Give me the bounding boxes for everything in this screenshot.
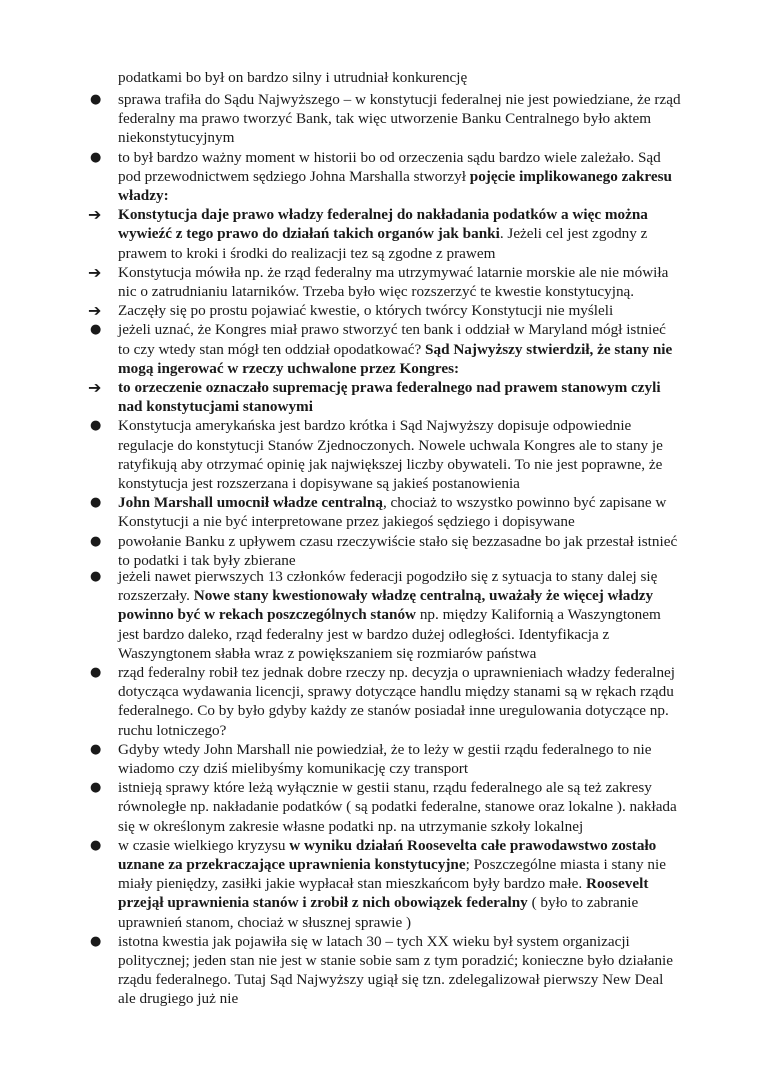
text-line: [118, 778, 688, 797]
arrow-list-item: [88, 263, 688, 301]
text-line: [118, 378, 688, 397]
bullet-list-item: [88, 778, 688, 836]
bold-text: Nowe stany kwestionowały władzę centralną, uważały że więcej władzy: [193, 587, 654, 605]
text-line: [118, 989, 688, 1008]
text-run: Konstytucji a nie być interpretowane przez jakiegoś sędziego i dopisywane: [118, 513, 575, 531]
text-run: istnieją sprawy które leżą wyłącznie w gestii stanu, rządu federalnego ale są też zakresy: [118, 779, 652, 797]
text-run: np. między Kalifornią a Waszyngtonem: [416, 606, 661, 624]
text-line: [118, 797, 688, 816]
text-run: ratyfikują aby otrzymać opinię jak największej liczby obywateli. To nie jest poprawne, że: [118, 455, 663, 473]
bullet-icon: ●: [90, 533, 102, 549]
bullet-icon: ●: [90, 322, 102, 338]
text-run: ( było to zabranie: [527, 894, 639, 912]
bullet-icon: ●: [90, 92, 102, 107]
bold-text: władzy:: [118, 187, 169, 205]
text-run: Gdyby wtedy John Marshall nie powiedział, że to leży w gestii rządu federalnego to nie: [118, 740, 652, 758]
bold-text: uznane za przekraczające uprawnienia konstytucyjne: [118, 856, 466, 874]
bullet-list-item: [88, 416, 688, 493]
text-line: [118, 205, 688, 224]
text-run: , chociaż to wszystko powinno być zapisane w: [382, 494, 667, 512]
bullet-list-item: [88, 532, 688, 570]
bold-text: Sąd Najwyższy stwierdził, że stany nie: [425, 340, 673, 358]
text-line: [118, 359, 688, 378]
text-run: istotna kwestia jak pojawiła się w latach 30 – tych XX wieku był system organizacji: [118, 932, 630, 950]
bold-text: pojęcie implikowanego zakresu: [469, 167, 672, 185]
text-line: [118, 282, 688, 301]
text-line: [118, 436, 688, 455]
text-line: [118, 263, 688, 282]
bullet-list-item: [88, 663, 688, 740]
text-run: w czasie wielkiego kryzysu: [118, 836, 290, 854]
text-line: [118, 397, 688, 416]
text-run: się w określonym zakresie własne podatki np. na utrzymanie szkoły lokalnej: [118, 817, 584, 835]
bullet-icon: ●: [90, 837, 102, 853]
bullet-list-item: [88, 567, 688, 663]
arrow-list-item: [88, 378, 688, 416]
text-run: konstytucja jest rozszerzana i dopisywane są jakieś postanowienia: [118, 475, 520, 493]
text-line: [118, 663, 688, 682]
bullet-list-item: [88, 836, 688, 932]
text-line: [118, 605, 688, 624]
text-run: to podatki i tak były zbierane: [118, 551, 296, 569]
text-line: [118, 874, 688, 893]
arrow-list-item: [88, 205, 688, 263]
text-line: [118, 836, 688, 855]
bold-text: nad konstytucjami stanowymi: [118, 398, 313, 416]
text-line: [118, 493, 688, 512]
text-line: [118, 128, 688, 147]
text-line: [118, 855, 688, 874]
arrow-list-item: [88, 301, 688, 320]
text-line: [118, 893, 688, 912]
text-line: [118, 817, 688, 836]
text-run: to był bardzo ważny moment w historii bo od orzeczenia sądu bardzo wiele zależało. Sąd: [118, 148, 661, 166]
bullet-list-item: [88, 740, 688, 778]
text-line: [118, 682, 688, 701]
bold-text: przejął uprawnienia stanów i zrobił z nich obowiązek federalny: [118, 894, 528, 912]
bullet-list-item: [88, 148, 688, 206]
text-line: [118, 951, 688, 970]
bold-text: w wyniku działań Roosevelta całe prawodawstwo zostało: [289, 836, 657, 854]
text-line: [118, 167, 688, 186]
bold-text: to orzeczenie oznaczało supremację prawa federalnego nad prawem stanowym czyli: [118, 379, 661, 397]
bullet-list-item: [88, 320, 688, 378]
bullet-icon: ●: [90, 780, 102, 796]
text-run: ; Poszczególne miasta i stany nie: [465, 856, 666, 874]
bullet-icon: ●: [90, 149, 102, 165]
text-run: prawem to kroki i środki do realizacji tez są zgodne z prawem: [118, 244, 496, 262]
text-run: ruchu lotniczego?: [118, 721, 227, 739]
text-line: [118, 532, 688, 551]
text-line: [118, 740, 688, 759]
text-run: jest bardzo daleko, rząd federalny jest w bardzo dużej odległości. Identyfikacja z: [118, 625, 610, 643]
arrow-icon: ➔: [88, 205, 102, 225]
arrow-icon: ➔: [88, 262, 102, 282]
text-run: regulacje do konstytucji Stanów Zjednoczonych. Nowele uchwala Kongres ale to stany je: [118, 436, 663, 454]
text-line: [118, 90, 688, 109]
text-run: politycznej; jeden stan nie jest w stanie sobie sam z tym poradzić; konieczne było działanie: [118, 952, 674, 970]
text-run: wiadomo czy dziś mielibyśmy komunikację czy transport: [118, 760, 469, 778]
bullet-icon: ●: [90, 665, 102, 681]
text-run: . Jeżeli cel jest zgodny z: [499, 225, 648, 243]
text-run: sprawa trafiła do Sądu Najwyższego – w konstytucji federalnej nie jest powiedziane, że rząd: [118, 91, 681, 108]
text-line: [118, 759, 688, 778]
text-line: [118, 340, 688, 359]
bold-text: Konstytucja daje prawo władzy federalnej do nakładania podatków a więc można: [118, 206, 648, 224]
text-line: [118, 109, 688, 128]
text-line: [118, 301, 688, 320]
text-run: jeżeli uznać, że Kongres miał prawo stworzyć ten bank i oddział w Maryland mógł istnieć: [118, 321, 666, 339]
notes-list-1: [88, 90, 688, 570]
text-line: [118, 320, 688, 339]
text-run: to czy wtedy stan mógł ten oddział opodatkować?: [118, 340, 426, 358]
bullet-icon: ●: [90, 741, 102, 757]
text-run: Konstytucja mówiła np. że rząd federalny ma utrzymywać latarnie morskie ale nie mówiła: [118, 263, 669, 281]
notes-list-2: [88, 567, 688, 1009]
bullet-icon: ●: [90, 418, 102, 434]
text-line: [118, 644, 688, 663]
text-run: niekonstytucyjnym: [118, 129, 235, 147]
text-run: Zaczęły się po prostu pojawiać kwestie, o których twórcy Konstytucji nie myśleli: [118, 302, 614, 320]
text-run: rząd federalny robił tez jednak dobre rzeczy np. decyzja o uprawnieniach władzy federalnej: [118, 664, 676, 682]
text-line: [118, 416, 688, 435]
text-line: [118, 567, 688, 586]
text-line: [118, 455, 688, 474]
text-line: [118, 701, 688, 720]
text-line: [118, 224, 688, 243]
text-line: [118, 721, 688, 740]
text-run: federalny ma prawo tworzyć Bank, tak więc utworzenie Banku Centralnego było aktem: [118, 110, 652, 128]
text-run: rządu federalnego. Tutaj Sąd Najwyższy ugiął się tzn. zdelegalizował pierwszy New Deal: [118, 971, 664, 989]
text-run: równoległe np. nakładanie podatków ( są podatki federalne, stanowe oraz lokalne ). nakłada: [118, 798, 677, 816]
text-line: [118, 913, 688, 932]
text-line: [118, 625, 688, 644]
bold-text: wywieźć z tego prawo do działań takich organów jak banki: [118, 225, 500, 243]
text-line: [118, 970, 688, 989]
text-run: powołanie Banku z upływem czasu rzeczywiście stało się bezzasadne bo jak przestał istnieć: [118, 532, 678, 550]
text-line: [118, 148, 688, 167]
text-line: [118, 932, 688, 951]
text-run: uprawnień stanom, chociaż w słusznej sprawie ): [118, 913, 412, 931]
text-line: [118, 512, 688, 531]
text-run: pod przewodnictwem sędziego Johna Marshalla stworzył: [118, 167, 470, 185]
bullet-icon: ●: [90, 495, 102, 511]
text-run: miały pieniędzy, zasiłki jakie wypłacał stan mieszkańcom były bardzo małe.: [118, 875, 586, 893]
bullet-list-item: [88, 90, 688, 148]
arrow-icon: ➔: [88, 378, 102, 398]
continuation-line: podatkami bo był on bardzo silny i utrudniał konkurencję: [118, 69, 468, 86]
text-line: [118, 586, 688, 605]
text-line: [118, 474, 688, 493]
bullet-icon: ●: [90, 569, 102, 584]
bold-text: mogą ingerować w rzeczy uchwalone przez Kongres:: [118, 359, 460, 377]
bold-text: Roosevelt: [585, 875, 649, 893]
bullet-list-item: [88, 493, 688, 531]
text-line: [118, 186, 688, 205]
bullet-list-item: [88, 932, 688, 1009]
text-run: nic o zatrudnianiu latarników. Trzeba było więc rozszerzyć te kwestie konstytucyjną.: [118, 283, 635, 301]
bold-text: powinno być w rekach poszczególnych stanów: [118, 606, 417, 624]
text-run: dotycząca wydawania licencji, sprawy dotyczące handlu między stanami są w rękach rządu: [118, 683, 674, 701]
text-run: Waszyngtonem słabła wraz z powiększaniem się rozmiarów państwa: [118, 644, 537, 662]
text-run: rozszerzały.: [118, 587, 194, 605]
text-line: [118, 244, 688, 263]
arrow-icon: ➔: [88, 301, 102, 321]
text-run: jeżeli nawet pierwszych 13 członków federacji pogodziło się z sytuacja to stany dalej się: [118, 568, 658, 585]
bullet-icon: ●: [90, 933, 102, 949]
text-run: Konstytucja amerykańska jest bardzo krótka i Sąd Najwyższy dopisuje odpowiednie: [118, 417, 632, 435]
bold-text: John Marshall umocnił władze centralną: [118, 494, 383, 512]
text-run: federalnego. Co by było gdyby każdy ze stanów posiadał inne uregulowania dotyczące np.: [118, 702, 669, 720]
text-run: ale drugiego już nie: [118, 990, 239, 1008]
